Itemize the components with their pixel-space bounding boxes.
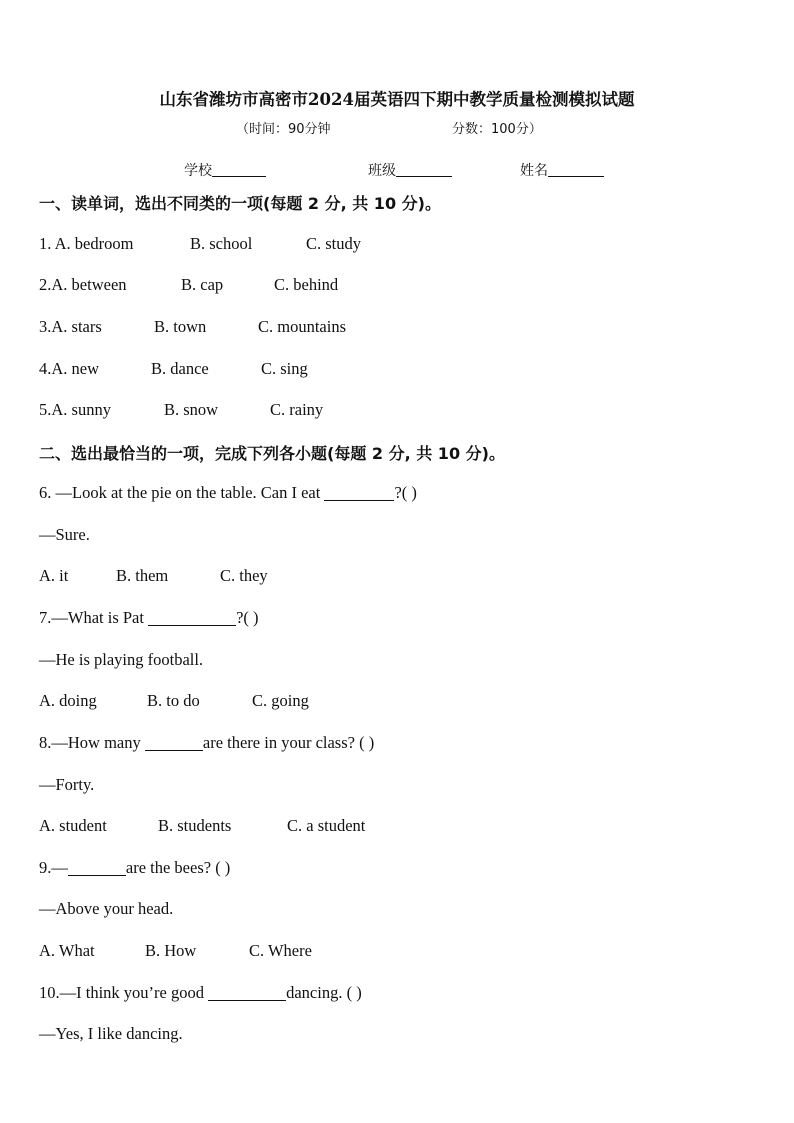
option-c[interactable]: C. study <box>306 234 362 253</box>
option-a[interactable]: A. bedroom <box>54 234 134 253</box>
option-a[interactable]: A. stars <box>51 317 102 336</box>
option-b[interactable]: B. them <box>116 566 169 585</box>
question-number: 1. <box>39 234 55 253</box>
option-c[interactable]: C. mountains <box>258 317 347 336</box>
answer-line: —He is playing football. <box>39 650 204 669</box>
option-b[interactable]: B. snow <box>164 400 219 419</box>
answer-blank[interactable] <box>208 984 286 1001</box>
answer-blank[interactable] <box>148 609 236 626</box>
option-c[interactable]: C. Where <box>249 941 312 960</box>
question-3 <box>39 317 102 337</box>
section2-heading: 二、选出最恰当的一项，完成下列各小题(每题 2 分, 共 10 分)。 <box>39 444 505 463</box>
class-field <box>368 160 452 180</box>
option-c[interactable]: C. sing <box>261 359 308 378</box>
question-4 <box>39 359 99 379</box>
option-a[interactable]: A. sunny <box>51 400 111 419</box>
class-blank[interactable] <box>396 162 452 177</box>
question-1 <box>39 234 133 254</box>
question-text-end: are there in your class? ( ) <box>202 733 375 752</box>
page-title: 山东省潍坊市高密市2024届英语四下期中教学质量检测模拟试题 <box>159 90 635 109</box>
option-c[interactable]: C. rainy <box>270 400 324 419</box>
exam-score: 分数：100分） <box>452 122 542 137</box>
section1-heading: 一、读单词，选出不同类的一项(每题 2 分, 共 10 分)。 <box>39 194 441 213</box>
option-b[interactable]: B. school <box>190 234 253 253</box>
question-6 <box>39 483 417 503</box>
option-c[interactable]: C. going <box>252 691 309 710</box>
option-b[interactable]: B. cap <box>181 275 224 294</box>
class-label: 班级 <box>368 163 396 179</box>
option-c[interactable]: C. a student <box>287 816 366 835</box>
option-b[interactable]: B. dance <box>151 359 209 378</box>
question-2 <box>39 275 127 295</box>
school-label: 学校 <box>184 163 212 179</box>
answer-blank[interactable] <box>324 484 394 501</box>
question-number: 3. <box>39 317 52 336</box>
option-c[interactable]: C. they <box>220 566 268 585</box>
option-b[interactable]: B. students <box>158 816 232 835</box>
option-a[interactable]: A. doing <box>39 691 97 710</box>
option-b[interactable]: B. How <box>145 941 197 960</box>
question-9 <box>39 858 230 878</box>
option-b[interactable]: B. town <box>154 317 207 336</box>
question-8 <box>39 733 374 753</box>
question-10 <box>39 983 362 1003</box>
answer-blank[interactable] <box>68 859 126 876</box>
question-text: 8.—How many <box>39 733 145 752</box>
option-a[interactable]: A. it <box>39 566 69 585</box>
answer-line: —Sure. <box>39 525 90 544</box>
school-blank[interactable] <box>212 162 266 177</box>
option-a[interactable]: A. What <box>39 941 95 960</box>
question-text: 10.—I think you’re good <box>39 983 209 1002</box>
option-a[interactable]: A. new <box>51 359 100 378</box>
question-text-end: dancing. ( ) <box>286 983 362 1002</box>
answer-blank[interactable] <box>145 734 203 751</box>
question-text: 7.—What is Pat <box>39 608 149 627</box>
question-5 <box>39 400 111 420</box>
option-a[interactable]: A. student <box>39 816 107 835</box>
question-text-end: ?( ) <box>394 483 417 502</box>
name-field <box>520 160 604 180</box>
name-label: 姓名 <box>520 163 548 179</box>
question-text: 6. —Look at the pie on the table. Can I eat <box>39 483 325 502</box>
answer-line: —Above your head. <box>39 899 174 918</box>
question-text-end: are the bees? ( ) <box>125 858 231 877</box>
question-number: 2. <box>39 275 52 294</box>
option-b[interactable]: B. to do <box>147 691 200 710</box>
option-c[interactable]: C. behind <box>274 275 339 294</box>
question-7 <box>39 608 259 628</box>
answer-line: —Yes, I like dancing. <box>39 1024 183 1043</box>
name-blank[interactable] <box>548 162 604 177</box>
answer-line: —Forty. <box>39 775 95 794</box>
question-text-end: ?( ) <box>236 608 259 627</box>
school-field <box>184 160 266 180</box>
question-text: 9.— <box>39 858 68 877</box>
option-a[interactable]: A. between <box>51 275 127 294</box>
exam-time: （时间：90分钟 <box>236 122 331 137</box>
question-number: 4. <box>39 359 52 378</box>
question-number: 5. <box>39 400 52 419</box>
